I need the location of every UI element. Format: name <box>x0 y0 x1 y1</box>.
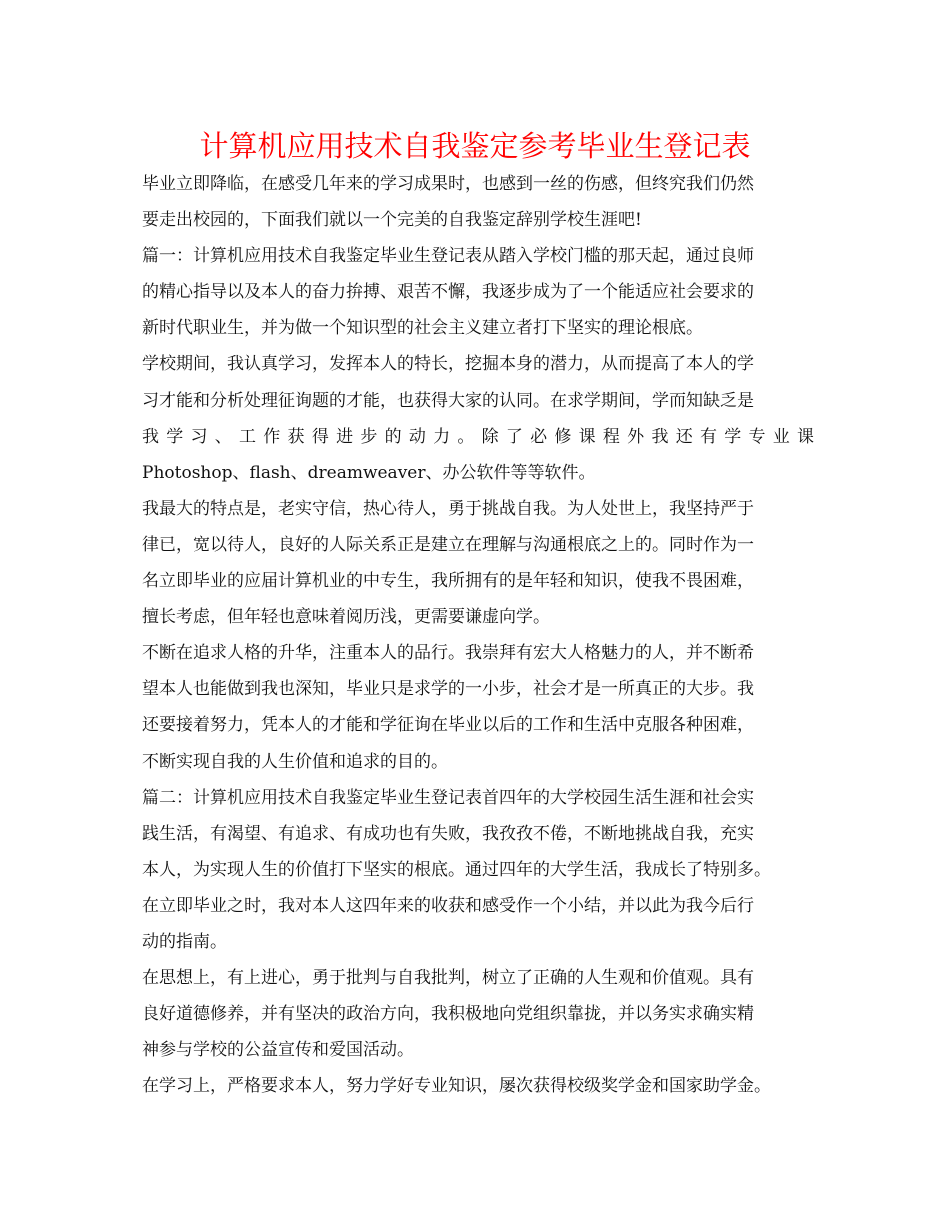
document-body <box>142 166 814 1104</box>
text-line: 在学习上，严格要求本人，努力学好专业知识，屡次获得校级奖学金和国家助学金。 <box>142 1076 771 1097</box>
text-line: 习才能和分析处理征询题的才能，也获得大家的认同。在求学期间，学而知缺乏是 <box>142 390 754 411</box>
text-line: 动的指南。 <box>142 931 227 952</box>
text-line: 望本人也能做到我也深知，毕业只是求学的一小步，社会才是一所真正的大步。我 <box>142 679 754 700</box>
text-line: 本人，为实现人生的价值打下坚实的根底。通过四年的大学生活，我成长了特别多。 <box>142 859 771 880</box>
text-line: 良好道德修养，并有坚决的政治方向，我积极地向党组织靠拢，并以务实求确实精 <box>142 1004 754 1025</box>
text-line: 在思想上，有上进心，勇于批判与自我批判，树立了正确的人生观和价值观。具有 <box>142 968 754 989</box>
text-line: 律已，宽以待人，良好的人际关系正是建立在理解与沟通根底之上的。同时作为一 <box>142 534 754 555</box>
text-line: 要走出校园的，下面我们就以一个完美的自我鉴定辞别学校生涯吧! <box>142 210 642 231</box>
text-line: 新时代职业生，并为做一个知识型的社会主义建立者打下坚实的理论根底。 <box>142 318 703 339</box>
text-line: 我最大的特点是，老实守信，热心待人，勇于挑战自我。为人处世上，我坚持严于 <box>142 498 754 519</box>
text-line: 我学习、工作获得进步的动力。除了必修课程外我还有学专业课 <box>142 426 814 447</box>
text-line: 不断在追求人格的升华，注重本人的品行。我崇拜有宏大人格魅力的人，并不断希 <box>142 643 754 664</box>
text-line: 篇二：计算机应用技术自我鉴定毕业生登记表首四年的大学校园生活生涯和社会实 <box>142 787 754 808</box>
text-line: 神参与学校的公益宣传和爱国活动。 <box>142 1040 414 1061</box>
document-title: 计算机应用技术自我鉴定参考毕业生登记表 <box>199 129 751 163</box>
text-line: 的精心指导以及本人的奋力拚搏、艰苦不懈，我逐步成为了一个能适应社会要求的 <box>142 282 754 303</box>
text-line: 名立即毕业的应届计算机业的中专生，我所拥有的是年轻和知识，使我不畏困难， <box>142 571 754 592</box>
text-line: Photoshop、flash、dreamweaver、办公软件等等软件。 <box>142 462 596 483</box>
text-line: 擅长考虑，但年轻也意味着阅历浅，更需要谦虚向学。 <box>142 607 550 628</box>
text-line: 践生活，有渴望、有追求、有成功也有失败，我孜孜不倦，不断地挑战自我，充实 <box>142 823 754 844</box>
text-line: 篇一：计算机应用技术自我鉴定毕业生登记表从踏入学校门槛的那天起，通过良师 <box>142 246 754 267</box>
text-line: 毕业立即降临，在感受几年来的学习成果时，也感到一丝的伤感，但终究我们仍然 <box>142 174 754 194</box>
text-line: 不断实现自我的人生价值和追求的目的。 <box>142 751 448 772</box>
text-line: 学校期间，我认真学习，发挥本人的特长，挖掘本身的潜力，从而提高了本人的学 <box>142 354 754 375</box>
text-line: 在立即毕业之时，我对本人这四年来的收获和感受作一个小结，并以此为我今后行 <box>142 895 754 916</box>
text-line: 还要接着努力，凭本人的才能和学征询在毕业以后的工作和生活中克服各种困难， <box>142 715 754 736</box>
